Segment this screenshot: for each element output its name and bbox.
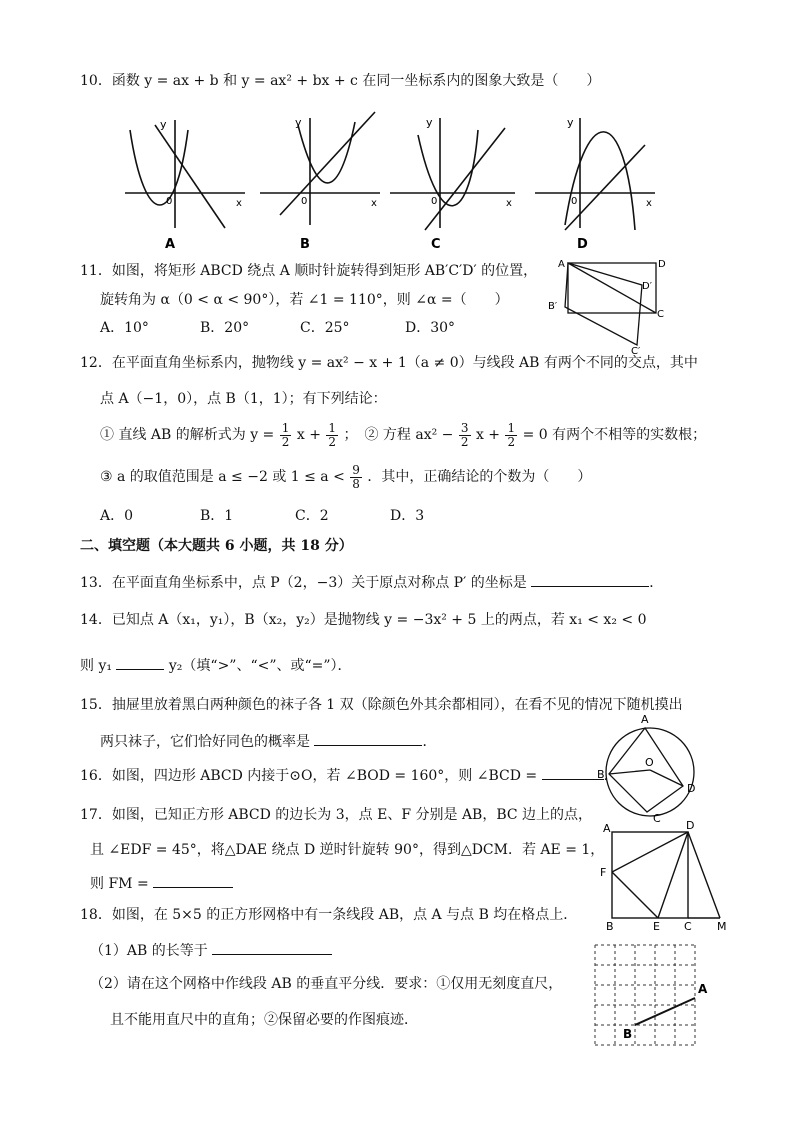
graph-c-x: x [506,198,512,209]
q18-p2-b: 且不能用直尺中的直角；②保留必要的作图痕迹． [110,1012,418,1028]
q17-label-e: E [653,920,660,933]
q17-answer-blank[interactable] [153,873,233,888]
q13-line [80,572,663,592]
graph-b-label: B [300,237,310,252]
q11-option-d: D．30° [405,320,456,336]
q14-then-b: y₂（填“>”、“<”、或“=”）． [168,658,352,674]
graph-c-y: y [426,116,433,129]
q12-option-c: C．2 [295,508,329,524]
q15-end: ． [422,734,437,750]
q13-stem: 13．在平面直角坐标系中，点 P（2，−3）关于原点对称点 P′ 的坐标是 [80,575,527,591]
q18-p2-a: （2）请在这个网格中作线段 AB 的垂直平分线．要求：①仅用无刻度直尺， [90,976,563,992]
q11-figure [545,255,675,355]
q17-stem-1: 17．如图，已知正方形 ABCD 的边长为 3，点 E、F 分别是 AB，BC 边上的点， [80,807,593,823]
q18-p1: （1）AB 的长等于 [90,943,208,959]
q11-stem-2: 旋转角为 α（0 < α < 90°），若 ∠1 = 110°，则 ∠α =（ ） [100,292,509,308]
q17-stem-3: 则 FM = [90,876,149,892]
graph-a-origin: 0 [166,196,173,207]
q12-frac-4: $\frac{1}{2}$ [507,420,516,449]
q11-label-c-prime: C′ [631,346,641,357]
q12-frac-2: $\frac{1}{2}$ [328,420,337,449]
q16-label-b: B [597,768,605,781]
q12-stem-2: 点 A（−1，0），点 B（1，1）；有下列结论： [100,391,387,407]
graph-b [260,112,380,225]
q16-end: ． [603,768,618,784]
q11-option-c: C．25° [300,320,350,336]
q14-then [80,655,352,675]
q11-label-d-prime: D′ [642,281,652,292]
section-2-heading: 二、填空题（本大题共 6 小题，共 18 分） [80,538,353,554]
q12-option-d: D．3 [390,508,425,524]
q12-c3-text-a: ③ a 的取值范围是 a ≤ −2 或 1 ≤ a < [100,469,345,485]
q15-line-2 [100,731,436,751]
q17-line-3 [90,873,233,893]
q16-label-a: A [641,713,649,726]
q13-end: ． [649,575,664,591]
q12-c1-text-e: = 0 有两个不相等的实数根； [522,427,707,443]
q16-label-o: O [645,756,654,769]
graph-c-origin: 0 [431,196,438,207]
q11-stem-1: 11．如图，将矩形 ABCD 绕点 A 顺时针旋转得到矩形 AB′C′D′ 的位置， [80,263,538,279]
q10-stem: 10．函数 y = ax + b 和 y = ax² + bx + c 在同一坐标系内的图象大致是（ ） [80,73,601,89]
q11-label-c: C [657,309,664,320]
segment-ab [635,998,695,1025]
q17-label-b: B [606,920,614,933]
q11-label-a: A [558,259,565,270]
q12-stem-1: 12．在平面直角坐标系内，抛物线 y = ax² − x + 1（a ≠ 0）与线段 AB 有两个不同的交点，其中 [80,355,698,371]
q18-p1-line [90,940,332,960]
q16-line [80,765,618,785]
graph-d [535,118,655,230]
q12-c1-text-c: ； ② 方程 ax² − [343,427,454,443]
q18-answer-blank[interactable] [212,940,332,955]
graph-b-y: y [295,116,302,129]
q14-stem: 14．已知点 A（x₁，y₁），B（x₂，y₂）是抛物线 y = −3x² + 5 上的两点，若 x₁ < x₂ < 0 [80,612,647,628]
q16-figure [595,710,705,825]
q10-graphs [0,0,794,260]
q18-label-a: A [698,982,708,996]
graph-c-label: C [431,237,441,252]
q17-label-d: D [686,819,695,832]
q12-c1-text-b: x + [296,427,321,443]
graph-d-origin: 0 [571,196,578,207]
q16-label-c: C [653,812,661,825]
q12-option-b: B．1 [200,508,234,524]
q12-frac-1: $\frac{1}{2}$ [281,420,290,449]
q12-frac-3: $\frac{3}{2}$ [460,420,469,449]
q12-c1-text-d: x + [475,427,501,443]
graph-a-label: A [165,237,176,252]
q11-label-b-prime: B′ [548,301,558,312]
graph-a [125,120,245,228]
graph-c [390,118,515,230]
q12-option-a: A．0 [100,508,134,524]
q16-label-d: D [687,782,696,795]
q17-label-a: A [603,822,611,835]
q13-answer-blank[interactable] [531,572,649,587]
graph-d-y: y [567,116,574,129]
q12-frac-5: $\frac{9}{8}$ [352,462,360,491]
q16-stem: 16．如图，四边形 ABCD 内接于⊙O，若 ∠BOD = 160°，则 ∠BCD = [80,768,538,784]
q17-label-f: F [600,866,607,879]
graph-b-origin: 0 [301,196,308,207]
q15-stem-2: 两只袜子，它们恰好同色的概率是 [100,734,310,750]
q17-stem-2: 且 ∠EDF = 45°，将△DAE 绕点 D 逆时针旋转 90°，得到△DCM．若 AE = 1， [90,842,605,858]
q12-conclusion-1-2 [100,420,706,450]
q11-option-a: A．10° [100,320,149,336]
q11-label-d: D [658,259,666,270]
q18-grid-figure [590,940,708,1055]
q14-then-a: 则 y₁ [80,658,112,674]
q18-stem: 18．如图，在 5×5 的正方形网格中有一条线段 AB，点 A 与点 B 均在格点上． [80,907,578,923]
q15-stem-1: 15．抽屉里放着黑白两种颜色的袜子各 1 双（除颜色外其余都相同），在看不见的情况下随机摸出 [80,697,683,713]
q17-label-m: M [717,920,727,933]
q15-answer-blank[interactable] [314,731,422,746]
q12-c1-text-a: ① 直线 AB 的解析式为 y = [100,427,275,443]
graph-a-x: x [236,198,242,209]
q14-answer-blank[interactable] [116,655,164,670]
graph-d-label: D [577,237,588,252]
q17-label-c: C [684,920,692,933]
graph-d-x: x [646,198,652,209]
q12-conclusion-3 [100,462,591,492]
q12-c3-text-b: ．其中，正确结论的个数为（ ） [367,469,592,485]
q11-option-b: B．20° [200,320,250,336]
q18-label-b: B [623,1027,633,1041]
graph-a-y: y [160,118,167,131]
graph-b-x: x [371,198,377,209]
q17-figure [598,820,733,935]
